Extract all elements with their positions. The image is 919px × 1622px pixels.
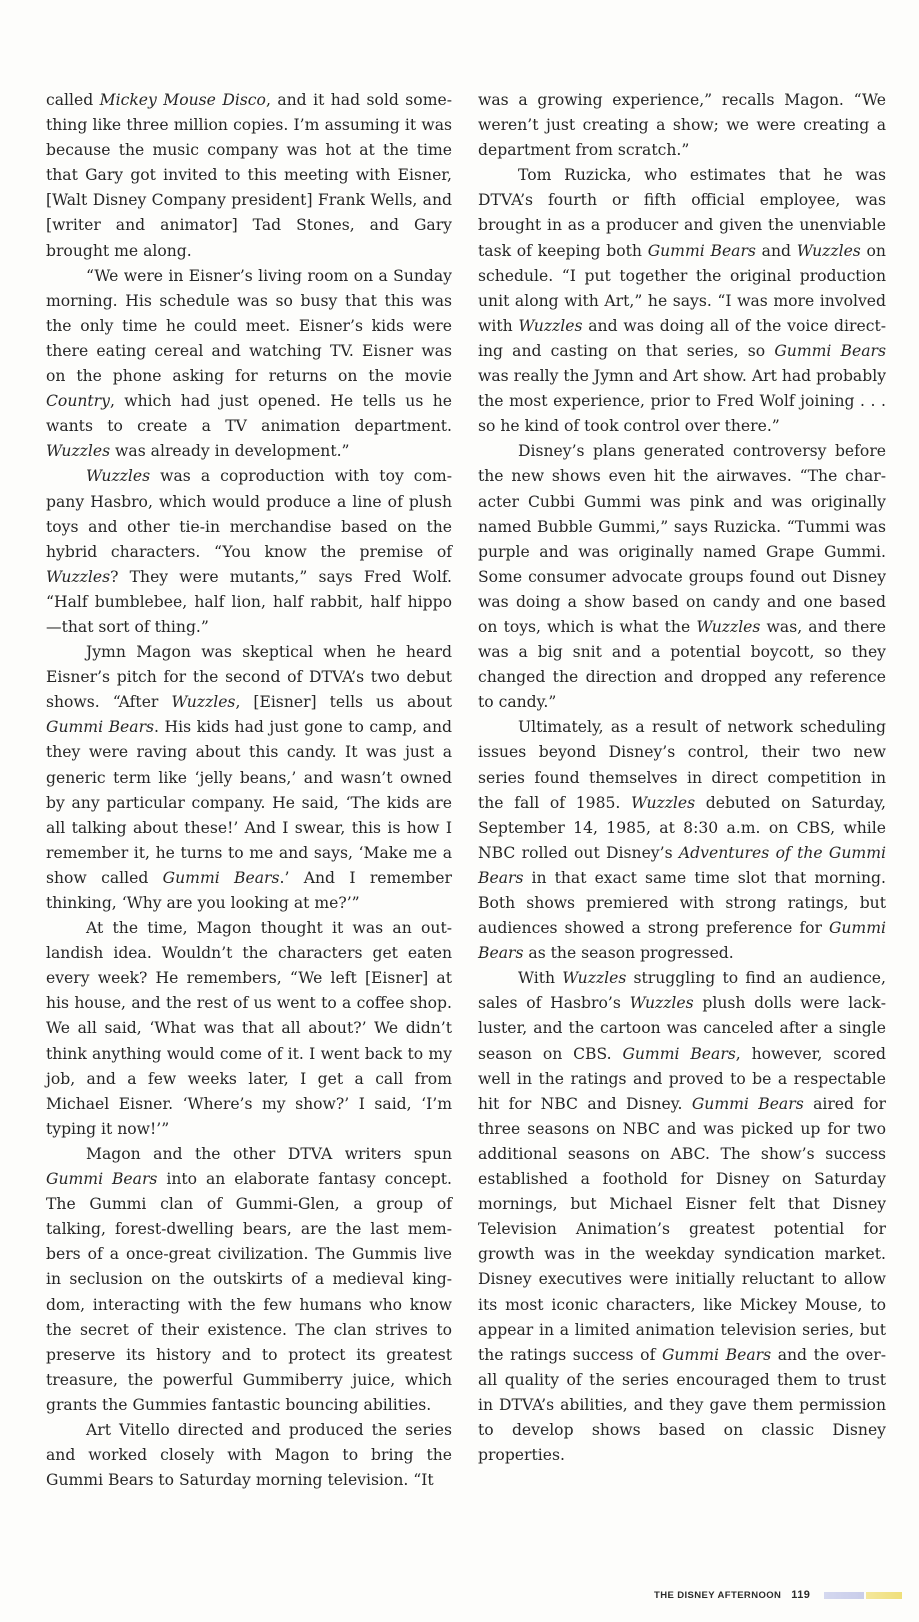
page-footer xyxy=(654,1589,902,1601)
paragraph: Disney’s plans generated controversy before the new shows even hit the airwaves. “The character Cubbi Gummi was pink and was originally named Bubble Gummi,” says Ruzicka. “Tummi was purple and was originally named Grape Gummi. Some consumer advocate groups found out Disney was doing a show based on candy and one based on toys, which is what the Wuzzles was, and there was a big snit and a potential boycott, so they changed the direction and dropped any reference to candy.” xyxy=(478,442,886,712)
paragraph: Art Vitello directed and produced the series and worked closely with Magon to bring the Gummi Bears to Saturday morning television. “It xyxy=(46,1420,452,1490)
yellow-bar xyxy=(866,1592,902,1599)
paragraph: Ultimately, as a result of network scheduling issues beyond Disney’s control, their two new series found themselves in direct competition in the fall of 1985. Wuzzles debuted on Saturday, September 14, 1985, at 8:30 a.m. on CBS, while NBC rolled out Disney’s Adventures of the Gummi Bears in that exact same time slot that morning. Both shows premiered with strong ratings, but audiences showed a strong preference for Gummi Bears as the season progressed. xyxy=(478,718,886,963)
paragraph: was a growing experience,” recalls Magon. “We weren’t just creating a show; we were creating a department from scratch.” xyxy=(478,91,886,160)
paragraph: Wuzzles was a coproduction with toy company Hasbro, which would produce a line of plush toys and other tie-in merchandise based on the hybrid characters. “You know the premise of Wuzzles? They were mutants,” says Fred Wolf. “Half bumblebee, half lion, half rabbit, half hippo—that sort of thing.” xyxy=(46,467,452,636)
paragraph: With Wuzzles struggling to find an audience, sales of Hasbro’s Wuzzles plush dolls were lackluster, and the cartoon was canceled after a single season on CBS. Gummi Bears, however, scored well in the ratings and proved to be a respectable hit for NBC and Disney. Gummi Bears aired for three seasons on NBC and was picked up for two additional seasons on ABC. The show’s success established a foothold for Disney on Saturday mornings, but Michael Eisner felt that Disney Television Animation’s greatest potential for growth was in the weekday syndication market. Disney executives were initially reluctant to allow its most iconic characters, like Mickey Mouse, to appear in a limited animation television series, but the ratings success of Gummi Bears and the overall quality of the series encouraged them to trust in DTVA’s abilities, and they gave them permission to develop shows based on classic Disney properties. xyxy=(478,969,886,1465)
paragraph: At the time, Magon thought it was an outlandish idea. Wouldn’t the characters get eaten every week? He remembers, “We left [Eisner] at his house, and the rest of us went to a coffee shop. We all said, ‘What was that all about?’ We didn’t think anything would come of it. I went back to my job, and a few weeks later, I get a call from Michael Eisner. ‘Where’s my show?’ I said, ‘I’m typing it now!’” xyxy=(46,919,452,1138)
left-column xyxy=(46,88,452,1493)
paragraph: Tom Ruzicka, who estimates that he was DTVA’s fourth or fifth official employee, was brought in as a producer and given the unenviable task of keeping both Gummi Bears and Wuzzles on schedule. “I put together the original production unit along with Art,” he says. “I was more involved with Wuzzles and was doing all of the voice directing and casting on that series, so Gummi Bears was really the Jymn and Art show. Art had probably the most experience, prior to Fred Wolf joining . . . so he kind of took control over there.” xyxy=(478,166,886,436)
paragraph: Magon and the other DTVA writers spun Gummi Bears into an elaborate fantasy concept. The Gummi clan of Gummi-Glen, a group of talking, forest-dwelling bears, are the last members of a once-great civilization. The Gummis live in seclusion on the outskirts of a medieval kingdom, interacting with the few humans who know the secret of their existence. The clan strives to preserve its history and to protect its greatest treasure, the powerful Gummiberry juice, which grants the Gummies fantastic bouncing abilities. xyxy=(46,1144,452,1414)
paragraph: Jymn Magon was skeptical when he heard Eisner’s pitch for the second of DTVA’s two debut shows. “After Wuzzles, [Eisner] tells us about Gummi Bears. His kids had just gone to camp, and they were raving about this candy. It was just a generic term like ‘jelly beans,’ and wasn’t owned by any particular company. He said, ‘The kids are all talking about these!’ And I swear, this is how I remember it, he turns to me and says, ‘Make me a show called Gummi Bears.’ And I remember thinking, ‘Why are you looking at me?’” xyxy=(46,643,453,912)
running-head: THE DISNEY AFTERNOON xyxy=(654,1589,782,1601)
paragraph: called Mickey Mouse Disco, and it had sold something like three million copies. I’m assuming it was because the music company was hot at the time that Gary got invited to this meeting with Eisner, [Walt Disney Company president] Frank Wells, and [writer and animator] Tad Stones, and Gary brought me along. xyxy=(46,91,452,260)
blue-bar xyxy=(824,1592,864,1599)
right-column xyxy=(478,88,886,1468)
decorative-color-bars xyxy=(824,1592,902,1599)
paragraph: “We were in Eisner’s living room on a Sunday morning. His schedule was so busy that this was the only time he could meet. Eisner’s kids were there eating cereal and watching TV. Eisner was on the phone asking for returns on the movie Country, which had just opened. He tells us he wants to create a TV animation department. Wuzzles was already in development.” xyxy=(46,266,452,461)
page-number: 119 xyxy=(791,1589,811,1601)
